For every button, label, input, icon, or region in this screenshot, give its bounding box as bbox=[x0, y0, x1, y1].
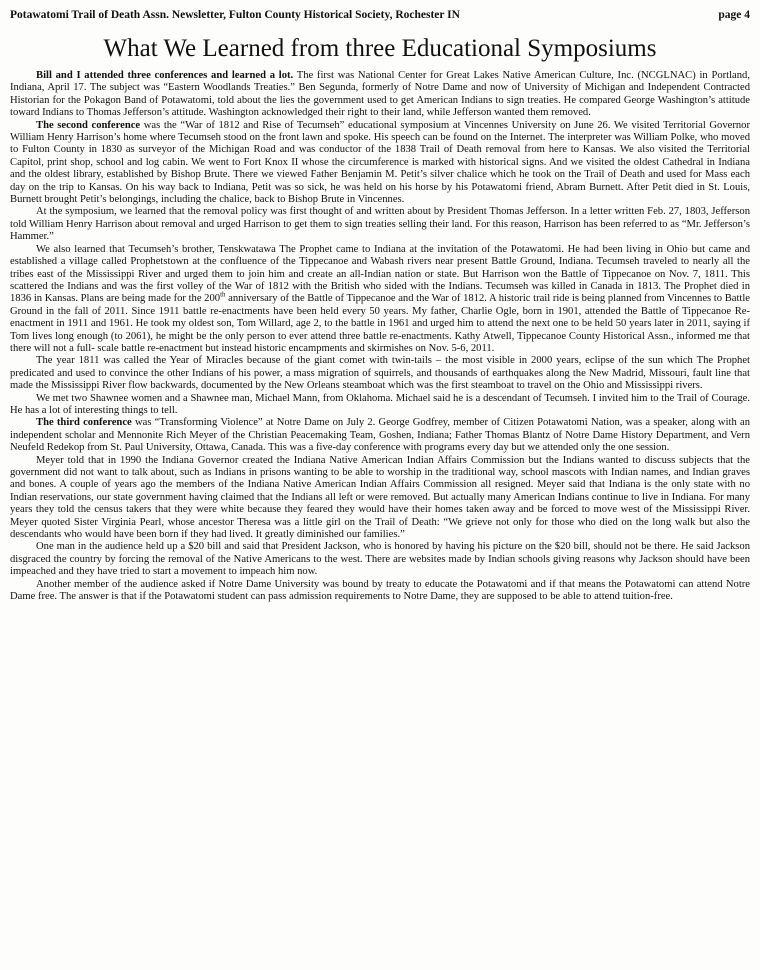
page-number: page 4 bbox=[718, 9, 750, 21]
paragraph-text: We also learned that Tecumseh’s brother, Tenskwatawa The Prophet came to Indiana at the invitation of the Potawatomi. He had been living in Ohio but came and established a village called Prophetstown at the confluence of the Tippecanoe and Wabash rivers near present Battle Ground, Indiana. Tecumseh traveled to nearly all the tribes east of the Mississippi River and urged them to join him and create an all-Indian nation or state. But Harrison won the Battle of Tippecanoe on Nov. 7, 1811. This scattered the Indians and was the first volley of the War of 1812 with the British who sided with the Indians. Tecumseh was killed in Canada in 1813. The Prophet died in 1836 in Kansas. Plans are being made for the 200 bbox=[10, 243, 750, 305]
paragraph-7 bbox=[10, 417, 750, 454]
superscript: th bbox=[220, 290, 226, 299]
newsletter-masthead: Potawatomi Trail of Death Assn. Newsletter, Fulton County Historical Society, Rochester IN bbox=[10, 9, 460, 21]
paragraph-2 bbox=[10, 120, 750, 207]
paragraph-lead: The third conference bbox=[36, 417, 132, 429]
paragraph-text: The year 1811 was called the Year of Miracles because of the giant comet with twin-tails – the most visible in 2000 years, eclipse of the sun which The Prophet predicated and used to convince the other Indians of his power, a mass migration of squirrels, and thousands of earthquakes along the New Madrid, Missouri, fault line that made the Mississippi River flow backwards, documented by the New Orleans steamboat which was the first steamboat to travel on the Ohio and Mississippi rivers. bbox=[10, 355, 750, 392]
paragraph-text: At the symposium, we learned that the removal policy was first thought of and written about by President Thomas Jefferson. In a letter written Feb. 27, 1803, Jefferson told William Henry Harrison about removal and urged Harrison to get them to sign treaties selling their land. For this reason, Harrison has been referred to as “Mr. Jefferson’s Hammer.” bbox=[10, 206, 750, 243]
paragraph-8 bbox=[10, 455, 750, 542]
paragraph-4 bbox=[10, 244, 750, 356]
paragraph-text: Another member of the audience asked if Notre Dame University was bound by treaty to educate the Potawatomi and if that means the Potawatomi can attend Notre Dame free. The answer is that if the Potawatomi student can pass admission requirements to Notre Dame, they are supposed to be able to attend tuition-free. bbox=[10, 578, 750, 603]
article-body bbox=[10, 70, 750, 603]
paragraph-10 bbox=[10, 579, 750, 604]
page-header bbox=[10, 0, 750, 22]
paragraph-text-continued: anniversary of the Battle of Tippecanoe and the War of 1812. A historic trail ride is being planned from Vincennes to Battle Ground in the fall of 2011. Since 1911 battle re-enactments have been held every 50 years. My father, Charlie Ogle, born in 1901, attended the Battle of Tippecanoe Re-enactment in 1911 and 1961. He took my oldest son, Tom Willard, age 2, to the battle in 1961 and urged him to attend the next one to be held 50 years later in 2011, saying if Tom lives long enough (to 2061), he might be the only person to ever attend three battle re-enactments. Kathy Atwell, Tippecanoe County Historical Assn., informed me that there will not a full- scale battle re-enactment but instead historic encampments and skirmishes on Nov. 5-6, 2011. bbox=[10, 293, 750, 354]
paragraph-text: was the “War of 1812 and Rise of Tecumseh” educational symposium at Vincennes University on June 26. We visited Territorial Governor William Henry Harrison’s home where Tecumseh stood on the front lawn and spoke. His speech can be found on the Internet. The interpreter was William Polke, who moved to Fulton County in 1830 as surveyor of the Michigan Road and was conductor of the 1838 Trail of Death removal from here to Kansas. We also visited the Territorial Capitol, print shop, school and log cabin. We went to Fort Knox II whose the circumference is marked with historical signs. And we visited the oldest Cathedral in Indiana and the oldest library, established by Bishop Brute. There we viewed Father Benjamin M. Petit’s silver chalice which he took on the Trail of Death and used for Mass each day on the trip to Kansas. On his way back to Indiana, Petit was so sick, he was held on his horse by his Potawatomi friend, Abram Burnett. After Petit died in St. Louis, Burnett brought Petit’s belongings, including the chalice, back to Bishop Brute in Vincennes. bbox=[10, 119, 750, 206]
paragraph-1 bbox=[10, 70, 750, 120]
paragraph-9 bbox=[10, 541, 750, 578]
article-title: What We Learned from three Educational Symposiums bbox=[103, 35, 657, 62]
paragraph-5 bbox=[10, 355, 750, 392]
paragraph-text: was “Transforming Violence” at Notre Dame on July 2. George Godfrey, member of Citizen Potawatomi Nation, was a speaker, along with an independent scholar and Mennonite Rich Meyer of the Christian Peacemaking Team, Goshen, Indiana; Father Thomas Blantz of Notre Dame History Department, and Vern Neufeld Redekop from St. Paul University, Ottawa, Canada. This was a five-day conference with programs every day but we attended only the one session. bbox=[10, 417, 751, 454]
paragraph-6 bbox=[10, 393, 750, 418]
paragraph-lead: Bill and I attended three conferences and learned a lot. bbox=[36, 70, 294, 81]
paragraph-lead: The second conference bbox=[36, 119, 141, 131]
paragraph-text: Meyer told that in 1990 the Indiana Governor created the Indiana Native American Indian Affairs Commission but the Indians wanted to discuss subjects that the government did not want to talk about, such as Indians in prisons wanting to be able to worship in the traditional way, school mascots with Indian names, and Indian graves and bones. A couple of years ago the members of the Indiana Native American Indian Affairs Commission all resigned. Meyer said that Indiana is the only state with no Indian reservations, our state government having claimed that the Indians all left or were removed. But actually many American Indians continue to live in Indiana. For many years they told the census takers that they were white because they feared they would have their homes taken away and be forced to move west of the Mississippi River. Meyer quoted Sister Virginia Pearl, whose ancestor Theresa was a little girl on the Trail of Death: “We grieve not only for those who died on the long walk but also the descendants who would have been born if they had lived. It greatly diminished our families.” bbox=[10, 454, 750, 541]
paragraph-3 bbox=[10, 206, 750, 243]
paragraph-text: We met two Shawnee women and a Shawnee man, Michael Mann, from Oklahoma. Michael said he is a descendant of Tecumseh. I invited him to the Trail of Courage. He has a lot of interesting things to tell. bbox=[10, 392, 750, 416]
paragraph-text: The first was National Center for Great Lakes Native American Culture, Inc. (NCGLNAC) in Portland, Indiana, April 17. The subject was “Eastern Woodlands Treaties.” Ben Segunda, formerly of Notre Dame and now of University of Michigan and Independent Contracted Historian for the Pokagon Band of Potawatomi, told about the lies the government used to get American Indians to sign treaties. He compared George Washington’s attitude toward Indians to Thomas Jefferson’s attitude. Washington acknowledged their right to their land, while Jefferson wanted them removed. bbox=[10, 70, 750, 119]
paragraph-text: One man in the audience held up a $20 bill and said that President Jackson, who is honored by having his picture on the $20 bill, should not be there. He said Jackson disgraced the country by forcing the removal of the Native Americans to the west. There are websites made by Indian schools giving reasons why Jackson should have been impeached and they have tried to start a movement to impeach him now. bbox=[10, 541, 750, 578]
